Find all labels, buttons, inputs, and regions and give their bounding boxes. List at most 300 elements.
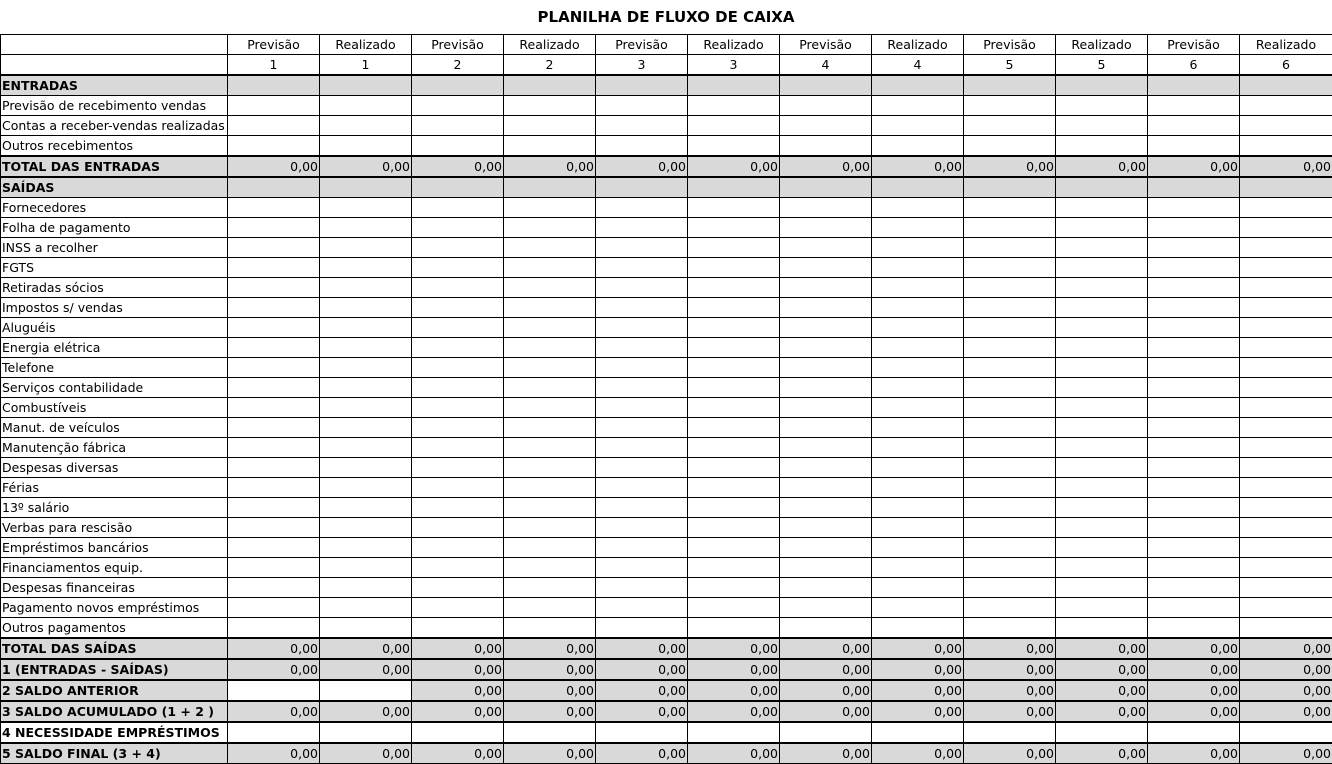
value-cell[interactable]	[780, 722, 872, 743]
value-cell[interactable]: 0,00	[1056, 743, 1148, 764]
value-cell[interactable]: 0,00	[412, 743, 504, 764]
value-cell[interactable]: 0,00	[504, 743, 596, 764]
header-type-cell[interactable]: Realizado	[1240, 35, 1332, 55]
value-cell[interactable]: 0,00	[872, 659, 964, 680]
value-cell[interactable]	[596, 298, 688, 318]
value-cell[interactable]	[412, 218, 504, 238]
value-cell[interactable]	[228, 278, 320, 298]
value-cell[interactable]	[872, 398, 964, 418]
value-cell[interactable]	[228, 518, 320, 538]
value-cell[interactable]	[964, 518, 1056, 538]
value-cell[interactable]	[688, 558, 780, 578]
value-cell[interactable]	[596, 598, 688, 618]
value-cell[interactable]	[320, 378, 412, 398]
value-cell[interactable]	[320, 680, 412, 701]
value-cell[interactable]	[872, 358, 964, 378]
value-cell[interactable]	[320, 278, 412, 298]
value-cell[interactable]	[412, 378, 504, 398]
value-cell[interactable]	[1148, 438, 1240, 458]
row-label[interactable]: Aluguéis	[1, 318, 228, 338]
row-label[interactable]: Fornecedores	[1, 198, 228, 218]
value-cell[interactable]	[1148, 538, 1240, 558]
value-cell[interactable]	[1240, 318, 1332, 338]
value-cell[interactable]	[964, 358, 1056, 378]
value-cell[interactable]	[320, 116, 412, 136]
header-type-cell[interactable]: Realizado	[688, 35, 780, 55]
value-cell[interactable]	[504, 116, 596, 136]
value-cell[interactable]	[964, 258, 1056, 278]
row-label[interactable]: Telefone	[1, 358, 228, 378]
value-cell[interactable]	[504, 518, 596, 538]
value-cell[interactable]	[1148, 177, 1240, 198]
row-label[interactable]: 1 (ENTRADAS - SAÍDAS)	[1, 659, 228, 680]
value-cell[interactable]	[596, 75, 688, 96]
value-cell[interactable]	[688, 478, 780, 498]
value-cell[interactable]: 0,00	[412, 659, 504, 680]
value-cell[interactable]	[228, 218, 320, 238]
value-cell[interactable]: 0,00	[412, 680, 504, 701]
value-cell[interactable]	[780, 438, 872, 458]
value-cell[interactable]	[1240, 116, 1332, 136]
value-cell[interactable]	[228, 398, 320, 418]
value-cell[interactable]	[596, 558, 688, 578]
value-cell[interactable]: 0,00	[872, 638, 964, 659]
value-cell[interactable]: 0,00	[596, 701, 688, 722]
row-label[interactable]: Retiradas sócios	[1, 278, 228, 298]
value-cell[interactable]	[228, 418, 320, 438]
value-cell[interactable]	[504, 618, 596, 639]
value-cell[interactable]: 0,00	[320, 743, 412, 764]
row-label[interactable]: Despesas financeiras	[1, 578, 228, 598]
value-cell[interactable]	[1148, 398, 1240, 418]
header-period-cell[interactable]: 1	[320, 55, 412, 76]
value-cell[interactable]	[504, 136, 596, 157]
value-cell[interactable]	[228, 298, 320, 318]
value-cell[interactable]: 0,00	[596, 156, 688, 177]
row-label[interactable]: Folha de pagamento	[1, 218, 228, 238]
value-cell[interactable]	[596, 198, 688, 218]
value-cell[interactable]	[872, 116, 964, 136]
value-cell[interactable]	[872, 538, 964, 558]
value-cell[interactable]	[780, 418, 872, 438]
value-cell[interactable]	[1240, 198, 1332, 218]
value-cell[interactable]	[228, 538, 320, 558]
value-cell[interactable]: 0,00	[1056, 638, 1148, 659]
value-cell[interactable]	[1240, 478, 1332, 498]
value-cell[interactable]	[780, 558, 872, 578]
value-cell[interactable]	[504, 378, 596, 398]
value-cell[interactable]	[1240, 558, 1332, 578]
value-cell[interactable]	[964, 378, 1056, 398]
value-cell[interactable]	[228, 338, 320, 358]
value-cell[interactable]	[228, 96, 320, 116]
value-cell[interactable]	[596, 478, 688, 498]
value-cell[interactable]	[228, 578, 320, 598]
header-period-cell[interactable]: 6	[1148, 55, 1240, 76]
header-period-cell[interactable]: 5	[1056, 55, 1148, 76]
value-cell[interactable]: 0,00	[504, 638, 596, 659]
value-cell[interactable]	[228, 318, 320, 338]
value-cell[interactable]	[412, 258, 504, 278]
value-cell[interactable]	[320, 578, 412, 598]
value-cell[interactable]	[780, 258, 872, 278]
value-cell[interactable]: 0,00	[412, 156, 504, 177]
header-period-cell[interactable]: 2	[504, 55, 596, 76]
value-cell[interactable]	[872, 378, 964, 398]
value-cell[interactable]	[320, 258, 412, 278]
value-cell[interactable]	[412, 398, 504, 418]
value-cell[interactable]: 0,00	[320, 156, 412, 177]
value-cell[interactable]	[320, 458, 412, 478]
value-cell[interactable]	[412, 598, 504, 618]
row-label[interactable]: Empréstimos bancários	[1, 538, 228, 558]
value-cell[interactable]	[964, 458, 1056, 478]
value-cell[interactable]	[504, 238, 596, 258]
value-cell[interactable]	[320, 478, 412, 498]
value-cell[interactable]: 0,00	[1148, 680, 1240, 701]
value-cell[interactable]	[688, 338, 780, 358]
value-cell[interactable]	[596, 618, 688, 639]
value-cell[interactable]	[1148, 598, 1240, 618]
value-cell[interactable]	[964, 218, 1056, 238]
value-cell[interactable]	[1240, 722, 1332, 743]
value-cell[interactable]	[1240, 538, 1332, 558]
row-label[interactable]: Contas a receber-vendas realizadas	[1, 116, 228, 136]
value-cell[interactable]: 0,00	[1148, 638, 1240, 659]
value-cell[interactable]	[412, 438, 504, 458]
value-cell[interactable]	[872, 478, 964, 498]
value-cell[interactable]	[1056, 278, 1148, 298]
value-cell[interactable]	[504, 298, 596, 318]
value-cell[interactable]	[596, 578, 688, 598]
value-cell[interactable]	[228, 558, 320, 578]
value-cell[interactable]	[1240, 238, 1332, 258]
value-cell[interactable]: 0,00	[780, 659, 872, 680]
value-cell[interactable]	[688, 378, 780, 398]
value-cell[interactable]	[228, 198, 320, 218]
header-period-cell[interactable]: 3	[596, 55, 688, 76]
value-cell[interactable]	[872, 438, 964, 458]
value-cell[interactable]	[780, 116, 872, 136]
row-label[interactable]: 4 NECESSIDADE EMPRÉSTIMOS	[1, 722, 228, 743]
value-cell[interactable]	[688, 75, 780, 96]
value-cell[interactable]	[228, 75, 320, 96]
value-cell[interactable]	[688, 258, 780, 278]
value-cell[interactable]: 0,00	[1240, 743, 1332, 764]
value-cell[interactable]	[964, 538, 1056, 558]
value-cell[interactable]	[964, 498, 1056, 518]
value-cell[interactable]	[872, 518, 964, 538]
value-cell[interactable]: 0,00	[1056, 701, 1148, 722]
value-cell[interactable]	[688, 298, 780, 318]
value-cell[interactable]	[596, 278, 688, 298]
value-cell[interactable]	[320, 598, 412, 618]
value-cell[interactable]	[504, 278, 596, 298]
value-cell[interactable]	[504, 318, 596, 338]
value-cell[interactable]	[1240, 258, 1332, 278]
value-cell[interactable]	[504, 198, 596, 218]
value-cell[interactable]: 0,00	[228, 638, 320, 659]
row-label[interactable]: Manut. de veículos	[1, 418, 228, 438]
value-cell[interactable]	[320, 136, 412, 157]
value-cell[interactable]	[320, 518, 412, 538]
header-blank-cell[interactable]	[1, 55, 228, 76]
value-cell[interactable]	[1148, 218, 1240, 238]
value-cell[interactable]	[1148, 418, 1240, 438]
value-cell[interactable]	[1148, 478, 1240, 498]
value-cell[interactable]	[412, 578, 504, 598]
row-label[interactable]: Serviços contabilidade	[1, 378, 228, 398]
row-label[interactable]: Impostos s/ vendas	[1, 298, 228, 318]
value-cell[interactable]: 0,00	[412, 638, 504, 659]
value-cell[interactable]: 0,00	[412, 701, 504, 722]
value-cell[interactable]	[504, 177, 596, 198]
row-label[interactable]: ENTRADAS	[1, 75, 228, 96]
value-cell[interactable]	[504, 558, 596, 578]
value-cell[interactable]	[504, 438, 596, 458]
value-cell[interactable]	[320, 498, 412, 518]
value-cell[interactable]: 0,00	[964, 701, 1056, 722]
value-cell[interactable]	[688, 398, 780, 418]
value-cell[interactable]	[872, 177, 964, 198]
value-cell[interactable]	[1056, 75, 1148, 96]
value-cell[interactable]	[412, 75, 504, 96]
value-cell[interactable]	[1240, 398, 1332, 418]
value-cell[interactable]	[1148, 258, 1240, 278]
value-cell[interactable]	[964, 116, 1056, 136]
value-cell[interactable]	[964, 298, 1056, 318]
value-cell[interactable]	[228, 618, 320, 639]
value-cell[interactable]	[228, 498, 320, 518]
value-cell[interactable]	[1240, 75, 1332, 96]
value-cell[interactable]: 0,00	[964, 680, 1056, 701]
value-cell[interactable]	[320, 618, 412, 639]
row-label[interactable]: INSS a recolher	[1, 238, 228, 258]
value-cell[interactable]	[964, 136, 1056, 157]
value-cell[interactable]	[780, 177, 872, 198]
value-cell[interactable]	[1056, 578, 1148, 598]
value-cell[interactable]	[412, 722, 504, 743]
value-cell[interactable]	[780, 136, 872, 157]
value-cell[interactable]	[780, 618, 872, 639]
value-cell[interactable]	[1056, 518, 1148, 538]
value-cell[interactable]	[688, 618, 780, 639]
value-cell[interactable]	[1240, 218, 1332, 238]
value-cell[interactable]: 0,00	[872, 743, 964, 764]
value-cell[interactable]	[504, 458, 596, 478]
value-cell[interactable]	[1148, 96, 1240, 116]
value-cell[interactable]	[1056, 358, 1148, 378]
value-cell[interactable]	[1056, 238, 1148, 258]
value-cell[interactable]	[320, 722, 412, 743]
value-cell[interactable]	[596, 358, 688, 378]
value-cell[interactable]: 0,00	[688, 659, 780, 680]
value-cell[interactable]	[1056, 136, 1148, 157]
value-cell[interactable]	[780, 518, 872, 538]
value-cell[interactable]	[688, 218, 780, 238]
value-cell[interactable]	[964, 438, 1056, 458]
value-cell[interactable]	[1240, 96, 1332, 116]
row-label[interactable]: Pagamento novos empréstimos	[1, 598, 228, 618]
value-cell[interactable]	[320, 198, 412, 218]
value-cell[interactable]	[1148, 518, 1240, 538]
value-cell[interactable]: 0,00	[596, 680, 688, 701]
value-cell[interactable]	[964, 398, 1056, 418]
value-cell[interactable]	[320, 438, 412, 458]
header-type-cell[interactable]: Previsão	[412, 35, 504, 55]
value-cell[interactable]	[688, 198, 780, 218]
value-cell[interactable]	[1240, 358, 1332, 378]
value-cell[interactable]	[780, 338, 872, 358]
value-cell[interactable]	[412, 338, 504, 358]
value-cell[interactable]: 0,00	[596, 638, 688, 659]
value-cell[interactable]	[780, 498, 872, 518]
value-cell[interactable]	[1056, 558, 1148, 578]
row-label[interactable]: TOTAL DAS ENTRADAS	[1, 156, 228, 177]
value-cell[interactable]	[504, 258, 596, 278]
value-cell[interactable]	[780, 578, 872, 598]
value-cell[interactable]	[504, 498, 596, 518]
value-cell[interactable]	[504, 398, 596, 418]
row-label[interactable]: 2 SALDO ANTERIOR	[1, 680, 228, 701]
value-cell[interactable]	[1240, 177, 1332, 198]
row-label[interactable]: Férias	[1, 478, 228, 498]
row-label[interactable]: 3 SALDO ACUMULADO (1 + 2 )	[1, 701, 228, 722]
value-cell[interactable]	[504, 722, 596, 743]
value-cell[interactable]	[780, 96, 872, 116]
value-cell[interactable]	[228, 238, 320, 258]
value-cell[interactable]	[596, 116, 688, 136]
value-cell[interactable]: 0,00	[872, 680, 964, 701]
value-cell[interactable]	[688, 538, 780, 558]
row-label[interactable]: Outros recebimentos	[1, 136, 228, 157]
value-cell[interactable]	[504, 358, 596, 378]
value-cell[interactable]	[964, 198, 1056, 218]
row-label[interactable]: FGTS	[1, 258, 228, 278]
value-cell[interactable]	[872, 75, 964, 96]
value-cell[interactable]	[1056, 96, 1148, 116]
row-label[interactable]: Previsão de recebimento vendas	[1, 96, 228, 116]
value-cell[interactable]	[872, 96, 964, 116]
value-cell[interactable]	[1240, 378, 1332, 398]
value-cell[interactable]	[1240, 418, 1332, 438]
value-cell[interactable]	[412, 518, 504, 538]
value-cell[interactable]	[596, 318, 688, 338]
value-cell[interactable]	[872, 258, 964, 278]
value-cell[interactable]	[780, 538, 872, 558]
value-cell[interactable]	[504, 538, 596, 558]
header-period-cell[interactable]: 4	[780, 55, 872, 76]
value-cell[interactable]	[1056, 438, 1148, 458]
value-cell[interactable]: 0,00	[596, 743, 688, 764]
value-cell[interactable]	[872, 578, 964, 598]
value-cell[interactable]	[412, 177, 504, 198]
value-cell[interactable]	[320, 338, 412, 358]
value-cell[interactable]	[964, 578, 1056, 598]
value-cell[interactable]	[412, 558, 504, 578]
value-cell[interactable]	[1056, 218, 1148, 238]
value-cell[interactable]	[1148, 338, 1240, 358]
value-cell[interactable]	[320, 238, 412, 258]
value-cell[interactable]	[780, 278, 872, 298]
value-cell[interactable]	[320, 418, 412, 438]
value-cell[interactable]	[780, 218, 872, 238]
value-cell[interactable]	[780, 598, 872, 618]
value-cell[interactable]	[1240, 278, 1332, 298]
value-cell[interactable]	[1148, 238, 1240, 258]
value-cell[interactable]	[1056, 458, 1148, 478]
value-cell[interactable]: 0,00	[1240, 156, 1332, 177]
value-cell[interactable]	[596, 722, 688, 743]
value-cell[interactable]	[1056, 398, 1148, 418]
value-cell[interactable]	[412, 458, 504, 478]
value-cell[interactable]: 0,00	[688, 701, 780, 722]
value-cell[interactable]	[1240, 298, 1332, 318]
value-cell[interactable]	[1148, 558, 1240, 578]
value-cell[interactable]: 0,00	[964, 659, 1056, 680]
value-cell[interactable]	[1056, 258, 1148, 278]
value-cell[interactable]	[872, 298, 964, 318]
value-cell[interactable]	[1240, 458, 1332, 478]
value-cell[interactable]: 0,00	[872, 156, 964, 177]
value-cell[interactable]	[1240, 598, 1332, 618]
row-label[interactable]: Verbas para rescisão	[1, 518, 228, 538]
value-cell[interactable]	[596, 518, 688, 538]
value-cell[interactable]	[688, 598, 780, 618]
value-cell[interactable]	[596, 338, 688, 358]
value-cell[interactable]	[412, 96, 504, 116]
value-cell[interactable]	[228, 177, 320, 198]
value-cell[interactable]	[1240, 518, 1332, 538]
value-cell[interactable]	[596, 218, 688, 238]
value-cell[interactable]	[872, 598, 964, 618]
value-cell[interactable]	[504, 598, 596, 618]
value-cell[interactable]	[872, 238, 964, 258]
value-cell[interactable]	[1148, 578, 1240, 598]
value-cell[interactable]	[1148, 278, 1240, 298]
value-cell[interactable]	[596, 398, 688, 418]
value-cell[interactable]	[1148, 75, 1240, 96]
value-cell[interactable]	[320, 96, 412, 116]
value-cell[interactable]	[412, 136, 504, 157]
value-cell[interactable]	[504, 218, 596, 238]
value-cell[interactable]	[504, 478, 596, 498]
value-cell[interactable]: 0,00	[1056, 659, 1148, 680]
value-cell[interactable]	[780, 358, 872, 378]
value-cell[interactable]	[964, 478, 1056, 498]
row-label[interactable]: 5 SALDO FINAL (3 + 4)	[1, 743, 228, 764]
value-cell[interactable]	[1148, 116, 1240, 136]
value-cell[interactable]	[596, 258, 688, 278]
value-cell[interactable]	[596, 238, 688, 258]
header-period-cell[interactable]: 5	[964, 55, 1056, 76]
value-cell[interactable]	[228, 458, 320, 478]
header-period-cell[interactable]: 3	[688, 55, 780, 76]
value-cell[interactable]: 0,00	[780, 743, 872, 764]
row-label[interactable]: Energia elétrica	[1, 338, 228, 358]
value-cell[interactable]: 0,00	[964, 638, 1056, 659]
value-cell[interactable]	[320, 298, 412, 318]
value-cell[interactable]: 0,00	[1240, 680, 1332, 701]
header-type-cell[interactable]: Previsão	[228, 35, 320, 55]
value-cell[interactable]	[412, 116, 504, 136]
value-cell[interactable]	[964, 598, 1056, 618]
value-cell[interactable]	[688, 96, 780, 116]
value-cell[interactable]	[320, 75, 412, 96]
value-cell[interactable]	[1056, 116, 1148, 136]
value-cell[interactable]: 0,00	[504, 156, 596, 177]
value-cell[interactable]: 0,00	[1056, 680, 1148, 701]
